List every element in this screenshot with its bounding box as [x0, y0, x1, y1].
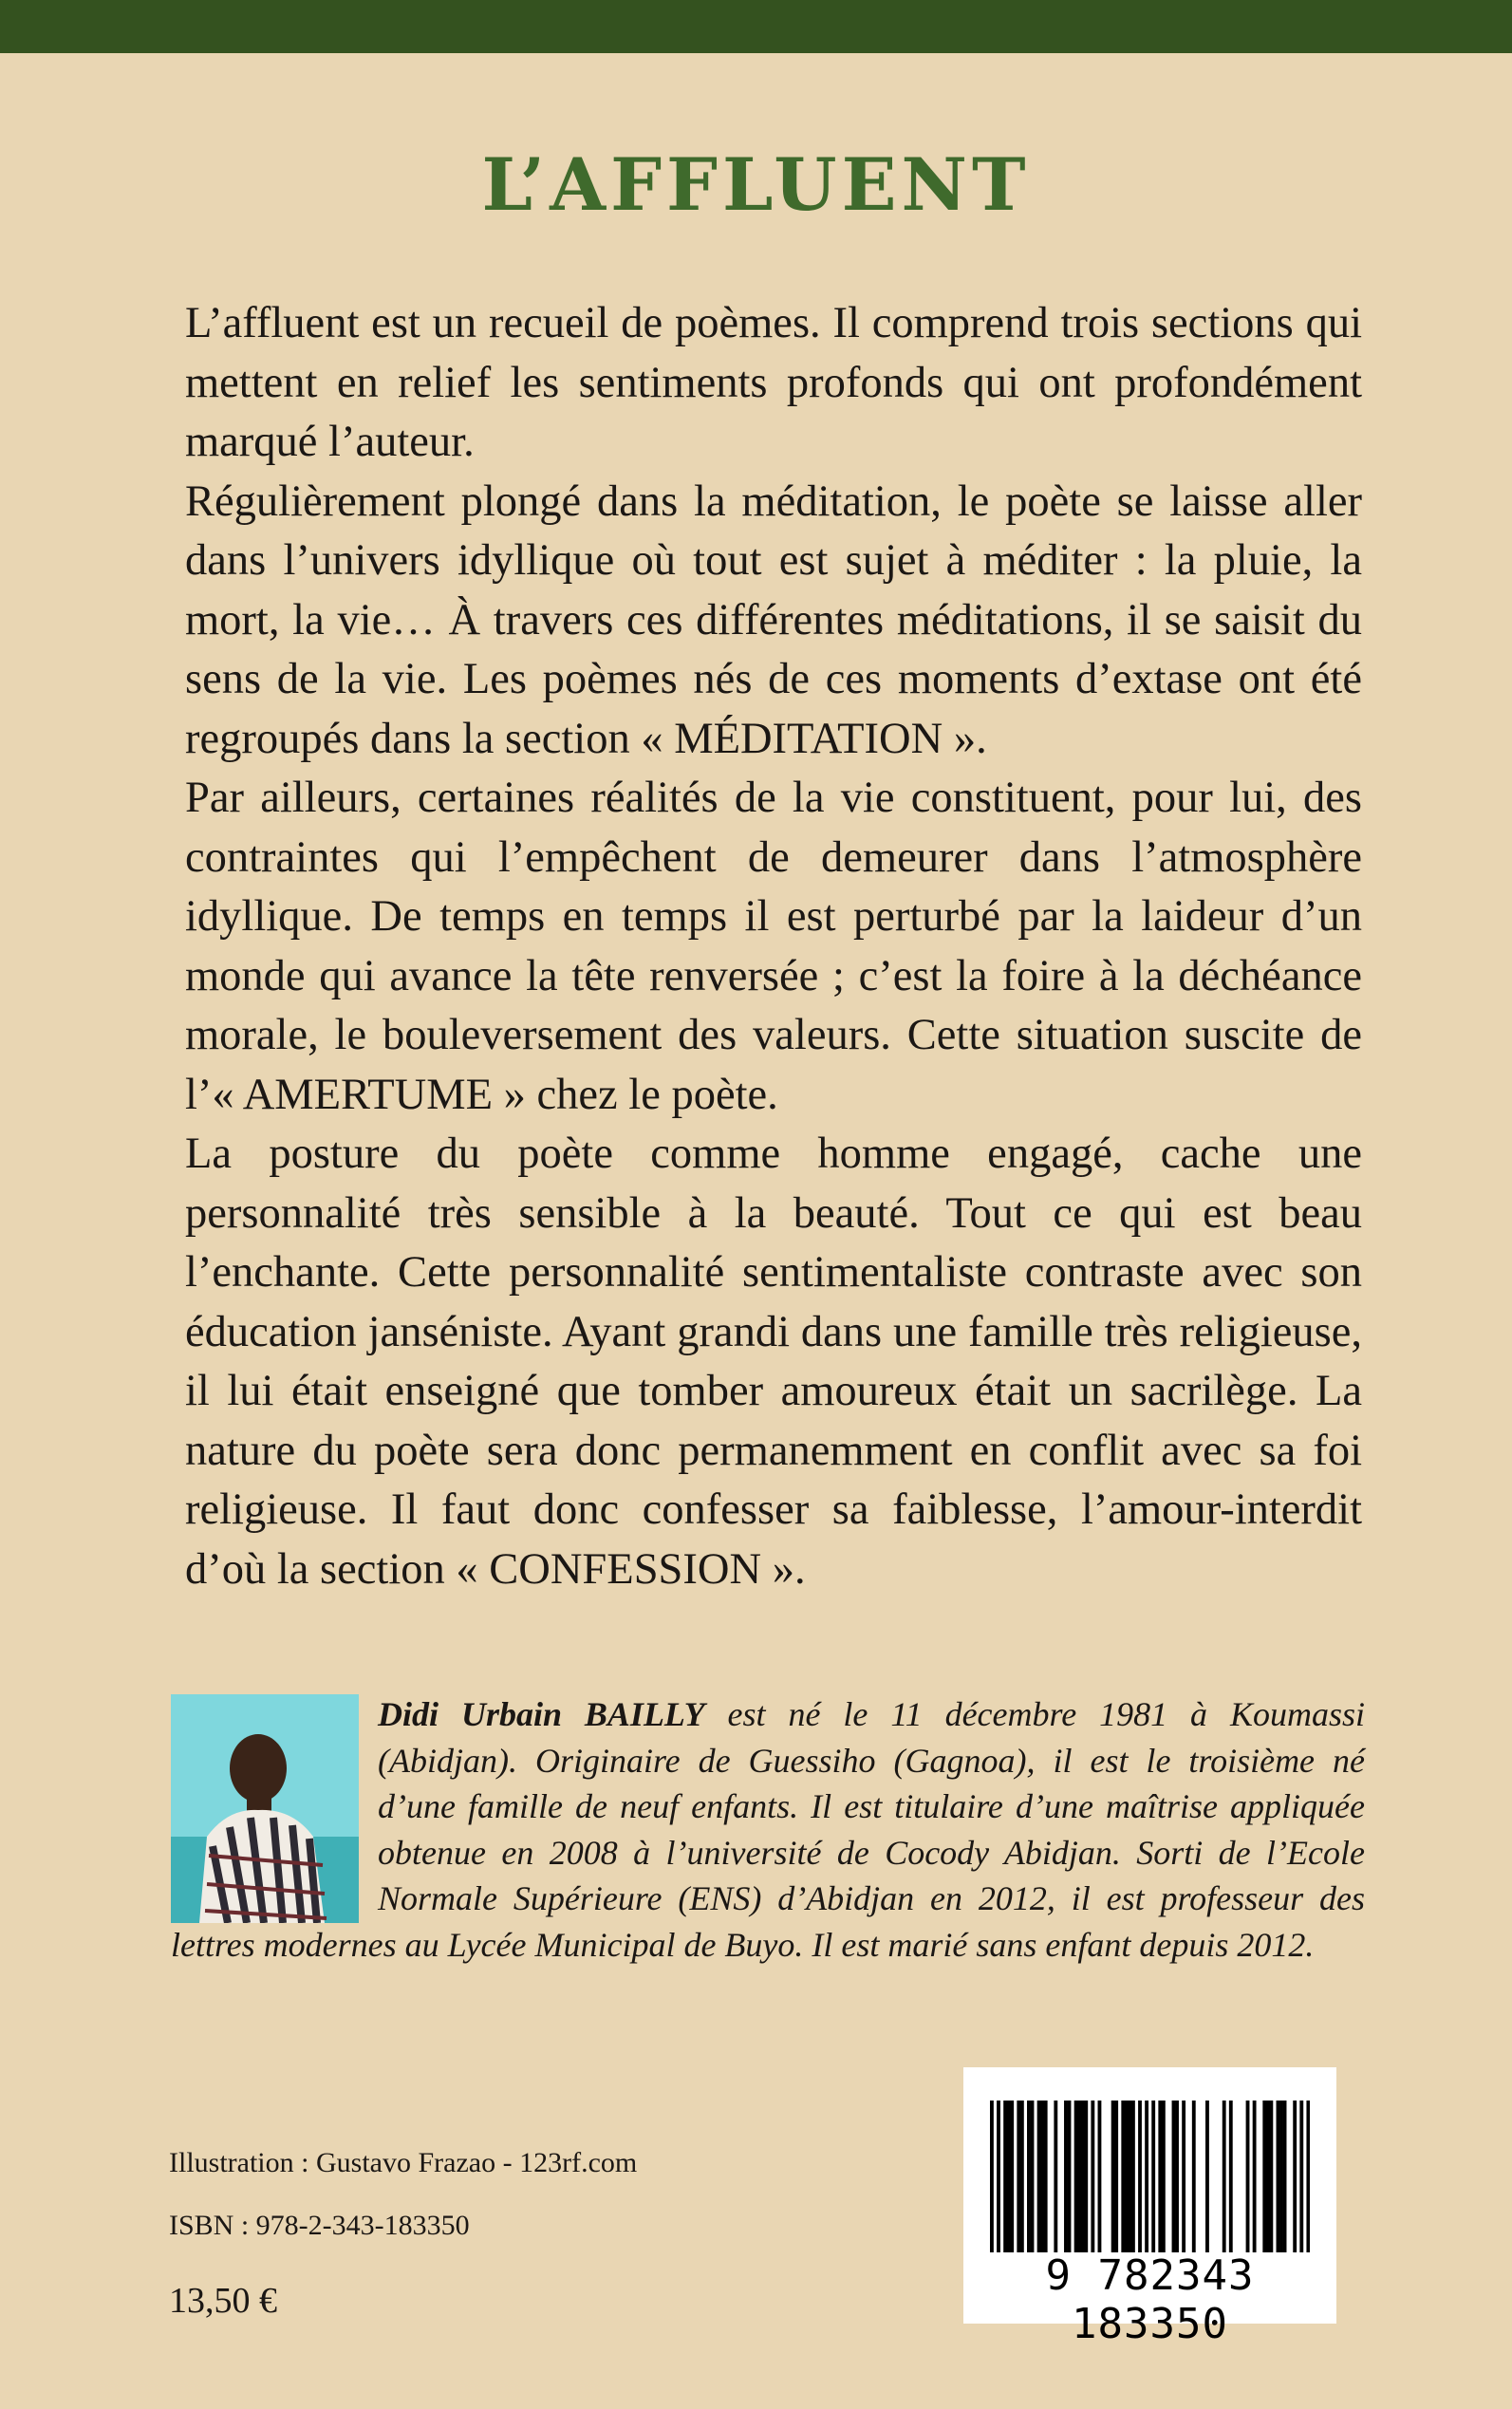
barcode-bar: [1074, 2101, 1078, 2252]
barcode-bar: [1151, 2101, 1155, 2252]
barcode: [963, 2067, 1336, 2348]
barcode-bar: [1077, 2101, 1081, 2252]
barcode-bar: [1068, 2101, 1072, 2252]
barcode-bar: [1027, 2101, 1031, 2252]
barcode-bar: [1229, 2101, 1233, 2252]
barcode-bars: [990, 2101, 1310, 2252]
barcode-bar: [1253, 2101, 1257, 2252]
barcode-bar: [1017, 2101, 1020, 2252]
barcode-bar: [1003, 2101, 1007, 2252]
barcode-bar: [1182, 2101, 1185, 2252]
barcode-bar: [1010, 2101, 1014, 2252]
barcode-bar: [1020, 2101, 1024, 2252]
barcode-bar: [1293, 2101, 1297, 2252]
author-bio-body: est né le 11 décembre 1981 à Koumassi (Abidjan). Originaire de Guessiho (Gagnoa), il est le troisième né d’une famille de neuf enfants. Il est titulaire d’une maîtrise appliquée obtenue en 2008 à l’université de Cocody Abidjan. Sorti de l’Ecole Normale Supérieure (ENS) d’Abidjan en 2012, il est professeur des lettres modernes au Lycée Municipal de Buyo. Il est marié sans enfant depuis 2012.: [171, 1695, 1366, 1964]
barcode-bar: [1175, 2101, 1179, 2252]
barcode-bar: [1299, 2101, 1303, 2252]
barcode-bar: [1266, 2101, 1270, 2252]
synopsis: [185, 294, 1362, 1599]
barcode-bar: [1031, 2101, 1035, 2252]
barcode-bar: [1128, 2101, 1131, 2252]
barcode-bar: [1138, 2101, 1142, 2252]
synopsis-paragraph: La posture du poète comme homme engagé, cache une personnalité très sensible à la beauté. Tout ce qui est beau l’enchante. Cette personnalité sentimentaliste contraste avec son éducation janséniste. Ayant grandi dans une famille très religieuse, il lui était enseigné que tomber amoureux était un sacrilège. La nature du poète sera donc permanemment en conflit avec sa foi religieuse. Il faut donc confesser sa faiblesse, l’amour-interdit d’où la section « CONFESSION ».: [185, 1130, 1362, 1594]
illustration-credit: Illustration : Gustavo Frazao - 123rf.com: [169, 2147, 638, 2178]
barcode-bar: [1277, 2101, 1280, 2252]
barcode-bar: [1054, 2101, 1057, 2252]
barcode-bar: [1223, 2101, 1226, 2252]
author-name: Didi Urbain BAILLY: [378, 1695, 705, 1733]
author-bio: [171, 1691, 1365, 1968]
barcode-bar: [1111, 2101, 1115, 2252]
barcode-bar: [997, 2101, 1000, 2252]
barcode-bar: [1084, 2101, 1088, 2252]
synopsis-paragraph: Par ailleurs, certaines réalités de la vie constituent, pour lui, des contraintes qui l’empêchent de demeurer dans l’atmosphère idyllique. De temps en temps il est perturbé par la laideur d’un monde qui avance la tête renversée ; c’est la foire à la déchéance morale, le bouleversement des valeurs. Cette situation suscite de l’« AMERTUME » chez le poète.: [185, 774, 1362, 1119]
barcode-bar: [1037, 2101, 1041, 2252]
barcode-bar: [1114, 2101, 1118, 2252]
barcode-bar: [1125, 2101, 1129, 2252]
barcode-bar: [1158, 2101, 1162, 2252]
barcode-bar: [1121, 2101, 1125, 2252]
barcode-bar: [1145, 2101, 1148, 2252]
barcode-bar: [1162, 2101, 1166, 2252]
isbn: ISBN : 978-2-343-183350: [169, 2210, 470, 2241]
barcode-bar: [1081, 2101, 1085, 2252]
barcode-bar: [1040, 2101, 1044, 2252]
barcode-bar: [1192, 2101, 1196, 2252]
barcode-bar: [1246, 2101, 1250, 2252]
barcode-bar: [1091, 2101, 1094, 2252]
barcode-bar: [1306, 2101, 1310, 2252]
barcode-bar: [1064, 2101, 1068, 2252]
barcode-bar: [1172, 2101, 1176, 2252]
barcode-bar: [1279, 2101, 1283, 2252]
barcode-bar: [1205, 2101, 1209, 2252]
price: 13,50 €: [169, 2281, 277, 2321]
book-title: L’AFFLUENT: [481, 142, 1031, 227]
barcode-bar: [1044, 2101, 1048, 2252]
barcode-bar: [1262, 2101, 1266, 2252]
barcode-bar: [1007, 2101, 1011, 2252]
barcode-bar: [1131, 2101, 1135, 2252]
barcode-bar: [990, 2101, 994, 2252]
synopsis-paragraph: L’affluent est un recueil de poèmes. Il comprend trois sections qui mettent en relief les sentiments profonds qui ont profondément marqué l’auteur.: [185, 299, 1362, 466]
top-color-band: [0, 0, 1512, 53]
barcode-bar: [1098, 2101, 1102, 2252]
barcode-bar: [1269, 2101, 1273, 2252]
barcode-number: 9 782343 183350: [1045, 2251, 1255, 2348]
author-bio-text: [171, 1691, 1365, 1968]
synopsis-paragraph: Régulièrement plongé dans la méditation, le poète se laisse aller dans l’univers idyllique où tout est sujet à méditer : la pluie, la mort, la vie… À travers ces différentes méditations, il se saisit du sens de la vie. Les poèmes nés de ces moments d’extase ont été regroupés dans la section « MÉDITATION ».: [185, 476, 1362, 763]
barcode-bar: [1283, 2101, 1287, 2252]
